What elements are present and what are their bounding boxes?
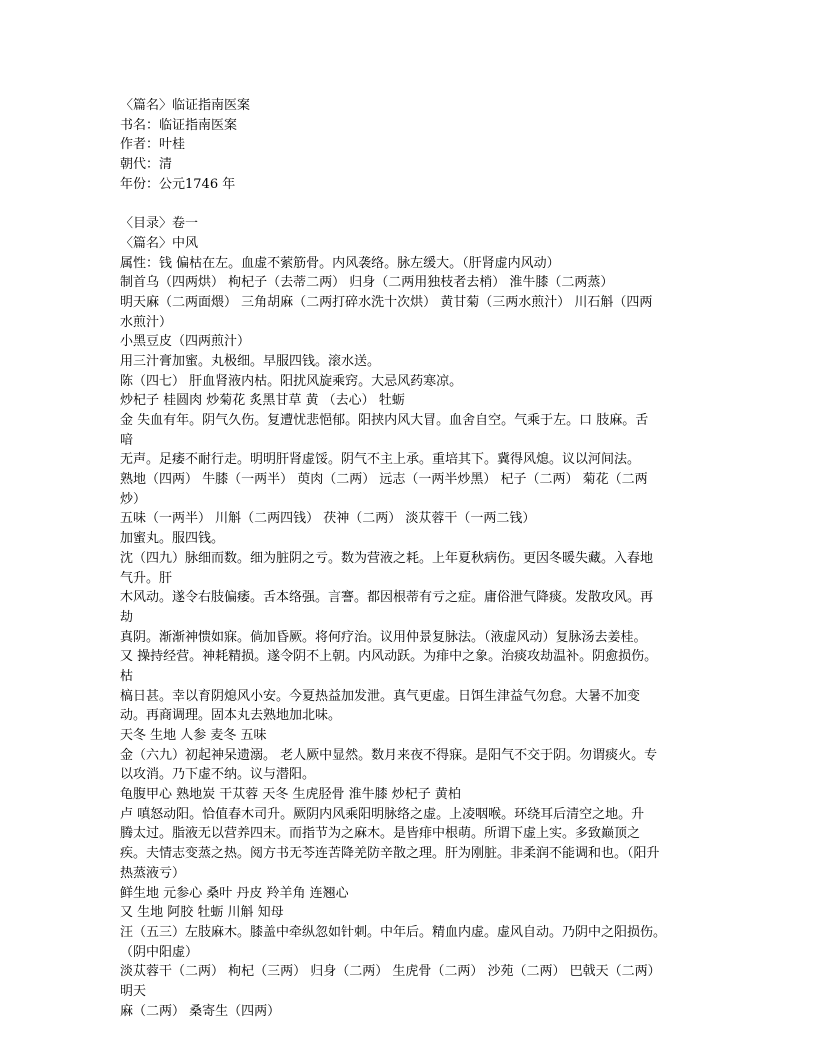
text-line: 金 失血有年。阴气久伤。复遭忧悲悒郁。阳挟内风大冒。血舍自空。气乘于左。口 肢麻。舌 [120,413,649,428]
text-line: 制首乌（四两烘） 枸杞子（去蒂二两） 归身（二两用独枝者去梢） 淮牛膝（二两蒸） [120,275,614,291]
text-line: 热蒸液亏） [120,865,186,881]
text-line: 以攻消。乃下虚不纳。议与潜阳。 [120,767,316,783]
meta-line-title: 〈篇名〉临证指南医案 [120,98,251,113]
document-page [120,96,700,1021]
text-line: 小黑豆皮（四两煎汁） [120,334,251,350]
text-line: 鲜生地 元参心 桑叶 丹皮 羚羊角 连翘心 [120,885,349,901]
text-line: 动。再商调理。固本丸去熟地加北味。 [120,708,342,724]
text-line: 又 生地 阿胶 牡蛎 川斛 知母 [120,905,284,921]
text-line: 淡苁蓉干（二两） 枸杞（三两） 归身（二两） 生虎骨（二两） 沙苑（二两） 巴戟天（二两） [120,964,661,980]
text-line: 金（六九）初起神呆遗溺。 老人厥中显然。数月来夜不得寐。是阳气不交于阴。勿谓痰火。专 [120,747,658,763]
text-line: 〈篇名〉中风 [120,235,199,251]
text-line: 明天麻（二两面煨） 三角胡麻（二两打碎水洗十次烘） 黄甘菊（三两水煎汁） 川石斛（四两 [120,294,653,310]
text-line: 麻（二两） 桑寄生（四两） [120,1003,281,1019]
text-line: 陈（四七） 肝血肾液内枯。阳扰风旋乘窍。大忌风药寒凉。 [120,373,463,389]
meta-line-author: 作者：叶桂 [120,137,186,153]
document-body [120,214,700,1021]
text-line: 龟腹甲心 熟地炭 干苁蓉 天冬 生虎胫骨 淮牛膝 炒杞子 黄柏 [120,787,461,803]
text-line: 用三汁膏加蜜。丸极细。早服四钱。滚水送。 [120,353,381,369]
meta-line-year: 年份：公元1746 年 [120,176,236,192]
text-line: 木风动。遂令右肢偏痿。舌本络强。言謇。都因根蒂有亏之症。庸俗泄气降痰。发散攻风。再 [120,590,654,606]
text-line: 又 操持经营。神耗精损。遂令阴不上朝。内风动跃。为痱中之象。治痰攻劫温补。阴愈损伤。 [120,649,658,665]
text-line: 气升。肝 [120,570,173,586]
blank-spacer [120,194,700,214]
text-line: 属性：钱 偏枯在左。血虚不萦筋骨。内风袭络。脉左缓大。（肝肾虚内风动） [120,255,560,271]
text-line: 无声。足痿不耐行走。明明肝肾虚馁。阴气不主上承。重培其下。冀得风熄。议以河间法。 [120,452,641,468]
text-line: 劫 [120,609,134,625]
text-line: 槁日甚。幸以育阴熄风小安。今夏热益加发泄。真气更虚。日饵生津益气勿怠。大暑不加变 [120,688,641,704]
text-line: （阴中阳虚） [120,944,199,960]
meta-line-dynasty: 朝代：清 [120,157,173,173]
text-line: 汪（五三）左肢麻木。膝盖中牵纵忽如针刺。中年后。精血内虚。虚风自动。乃阴中之阳损伤。 [120,924,667,940]
document-meta [120,96,700,194]
text-line: 沈（四九）脉细而数。细为脏阴之亏。数为营液之耗。上年夏秋病伤。更因冬暖失藏。入春地 [120,550,654,566]
text-line: 疾。夫情志变蒸之热。阅方书无芩连苦降羌防辛散之理。肝为刚脏。非柔润不能调和也。（阳升 [120,846,660,862]
meta-line-book: 书名：临证指南医案 [120,117,238,133]
text-line: 加蜜丸。服四钱。 [120,531,225,547]
text-line: 炒杞子 桂圆肉 炒菊花 炙黑甘草 黄 （去心） 牡蛎 [120,393,405,409]
text-line: 喑 [120,432,134,448]
text-line: 水煎汁） [120,314,173,330]
text-line: 明天 [120,983,147,999]
text-line: 卢 嗔怒动阳。恰值春木司升。厥阴内风乘阳明脉络之虚。上凌咽喉。环绕耳后清空之地。升 [120,806,645,822]
text-line: 〈目录〉卷一 [120,216,199,232]
text-line: 真阴。渐渐神愦如寐。倘加昏厥。将何疗治。议用仲景复脉法。（液虚风动）复脉汤去姜桂。 [120,629,647,645]
text-line: 天冬 生地 人参 麦冬 五味 [120,728,267,743]
text-line: 枯 [120,668,134,684]
text-line: 腾太过。脂液无以营养四末。而指节为之麻木。是皆痱中根萌。所谓下虚上实。多致巅顶之 [120,826,641,842]
text-line: 五味（一两半） 川斛（二两四钱） 茯神（二两） 淡苁蓉干（一两二钱） [120,511,536,527]
text-line: 熟地（四两） 牛膝（一两半） 萸肉（二两） 远志（一两半炒黑） 杞子（二两） 菊花（二两 [120,472,648,488]
text-line: 炒） [120,491,147,507]
